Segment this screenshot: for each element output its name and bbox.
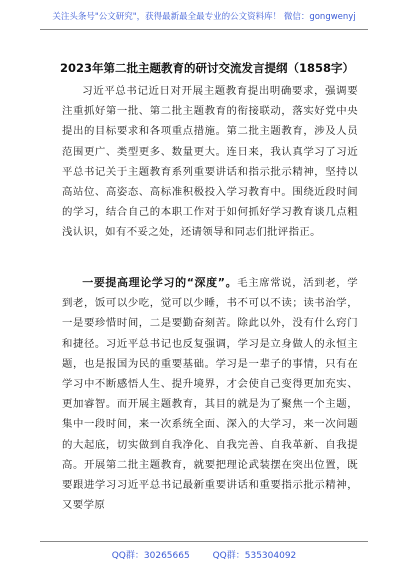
footer: [0, 548, 408, 561]
footer-qq1: QQ群：30265665: [111, 551, 190, 561]
paragraph-section1-text: 毛主席常说，活到老，学到老，饭可以少吃，觉可以少睡，书不可以不读；读书治学，一是要珍惜时间，二是要勤奋刻苦。除此以外，没有什么窍门和捷径。习近平总书记也反复强调，学习是立身做人的永恒主题，也是报国为民的重要基础。学习是一辈子的事情，只有在学习中不断感悟人生、提升境界，才会使自己变得更加充实、更加睿智。而开展主题教育，其目的就是为了聚焦一个主题，集中一段时间，来一次系统全面、深入的大学习，来一次问题的大起底，切实做到自我净化、自我完善、自我革新、自我提高。开展第二批主题教育，就要把理论武装摆在突出位置，既要跟进学习习近平总书记最新重要讲话和重要指示批示精神，又要学原: [62, 277, 358, 512]
header-banner: 关注头条号"公文研究"，获得最新最全最专业的公文资料库！ 微信：gongwenyj: [52, 12, 356, 22]
header-divider: [40, 29, 368, 30]
section1-heading: 一要提高理论学习的“深度”。: [82, 276, 238, 289]
footer-divider: [40, 541, 368, 542]
paragraph-intro-text: 习近平总书记近日对开展主题教育提出明确要求，强调要注重抓好第一批、第二批主题教育的衔接联动，落实好党中央提出的目标要求和各项重点措施。第二批主题教育，涉及人员范围更广、类型更多、数量更大。连日来，我认真学习了习近平总书记关于主题教育系列重要讲话和指示批示精神，坚持以高站位、高姿态、高标准积极投入学习教育中。围绕近段时间的学习，结合自己的本职工作对于如何抓好学习教育谈几点粗浅认识，如有不妥之处，还请领导和同志们批评指正。: [62, 85, 358, 239]
paragraph-section1: [62, 273, 358, 515]
paragraph-intro: [62, 81, 358, 243]
document-title: 2023年第二批主题教育的研讨交流发言提纲（1858字）: [60, 61, 355, 75]
footer-qq2: QQ群：535304092: [212, 551, 297, 561]
